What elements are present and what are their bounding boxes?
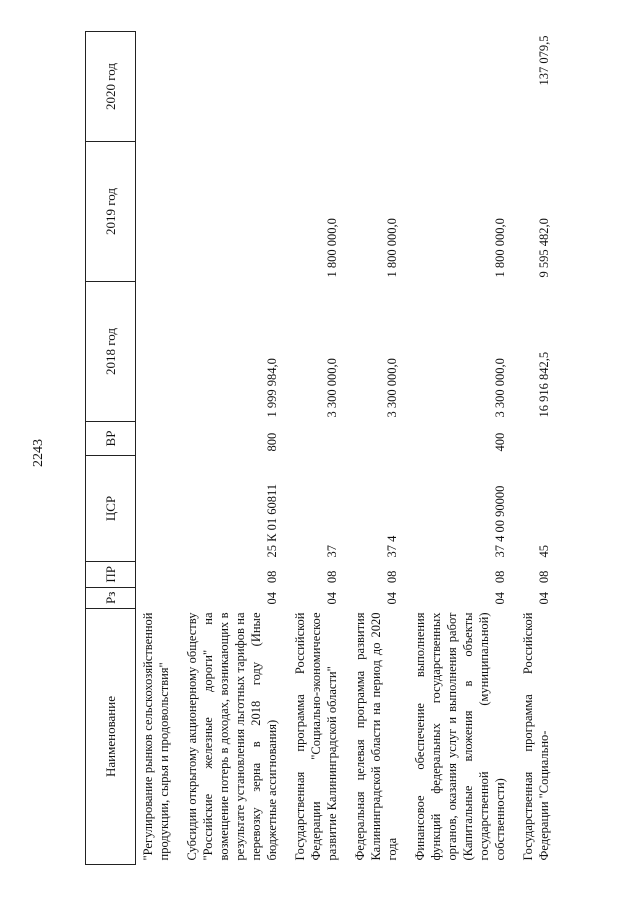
row-rz: 04	[385, 592, 399, 605]
row-name: Государственная программа Российской Федерации "Социально-	[521, 612, 551, 861]
row-csr: 37	[325, 545, 339, 558]
header-vr: ВР	[86, 422, 136, 456]
header-2018: 2018 год	[86, 282, 136, 422]
row-rz: 04	[325, 592, 339, 605]
row-2020	[136, 32, 181, 142]
header-csr: ЦСР	[86, 456, 136, 562]
row-2018: 3 300 000,0	[325, 358, 339, 418]
row-csr: 25 К 01 60811	[265, 484, 279, 558]
row-vr	[136, 422, 181, 456]
row-2019: 9 595 482,0	[537, 218, 551, 278]
row-name: Субсидии открытому акционерному обществу "Российские железные дороги" на возмещение потерь в доходах, возникающих в результате установления льготных тарифов на перевозку зерна в 2018 году (Иные бюджетные ассигнования)	[185, 612, 279, 861]
table-row	[180, 32, 288, 865]
row-2018: 1 999 984,0	[265, 358, 279, 418]
row-pr: 08	[385, 570, 399, 584]
row-name: "Регулирование рынков сельскохозяйственной продукции, сырья и продовольствия"	[141, 612, 171, 861]
row-vr: 800	[265, 432, 279, 452]
row-name: Федеральная целевая программа развития Калининградской области на период до 2020 года	[353, 612, 399, 861]
row-pr: 08	[325, 570, 339, 584]
row-pr	[136, 562, 181, 588]
row-vr	[516, 422, 560, 456]
budget-table	[85, 31, 560, 865]
row-rz: 04	[493, 592, 507, 605]
row-2020	[408, 32, 516, 142]
row-vr	[288, 422, 348, 456]
row-2019: 1 800 000,0	[493, 218, 507, 278]
row-vr	[348, 422, 408, 456]
table-row	[288, 32, 348, 865]
row-2019	[136, 142, 181, 282]
row-csr: 37 4 00 90000	[493, 485, 507, 558]
row-2020	[180, 32, 288, 142]
table-row	[348, 32, 408, 865]
header-name: Наименование	[86, 609, 136, 865]
table-row	[136, 32, 181, 865]
row-rz: 04	[265, 592, 279, 605]
row-rz	[136, 587, 181, 608]
table-row	[516, 32, 560, 865]
header-2019: 2019 год	[86, 142, 136, 282]
row-2019: 1 800 000,0	[325, 218, 339, 278]
row-rz: 04	[537, 592, 551, 605]
row-2018	[136, 282, 181, 422]
table-row	[408, 32, 516, 865]
row-pr: 08	[537, 570, 551, 584]
row-2020: 137 079,5	[537, 35, 551, 86]
header-2020: 2020 год	[86, 32, 136, 142]
row-2019: 1 800 000,0	[385, 218, 399, 278]
row-csr: 37 4	[385, 535, 399, 558]
row-pr: 08	[265, 570, 279, 584]
table-header-row	[86, 32, 136, 865]
row-2018: 3 300 000,0	[493, 358, 507, 418]
row-2018: 16 916 842,5	[537, 351, 551, 418]
row-2020	[348, 32, 408, 142]
row-pr: 08	[493, 570, 507, 584]
row-name: Государственная программа Российской Федерации "Социально-экономическое развитие Калининградской области"	[293, 612, 339, 861]
row-csr: 45	[537, 545, 551, 558]
row-csr	[136, 456, 181, 562]
header-rz: Рз	[86, 587, 136, 608]
row-vr: 400	[493, 432, 507, 452]
header-pr: ПР	[86, 562, 136, 588]
row-2018: 3 300 000,0	[385, 358, 399, 418]
page-number: 2243	[31, 439, 46, 467]
row-2020	[288, 32, 348, 142]
row-name: Финансовое обеспечение выполнения функций федеральных государственных органов, оказания услуг и выполнения работ (Капитальные вложения в объекты государственной (муниципальной) собственности)	[413, 612, 507, 861]
row-2019	[180, 142, 288, 282]
